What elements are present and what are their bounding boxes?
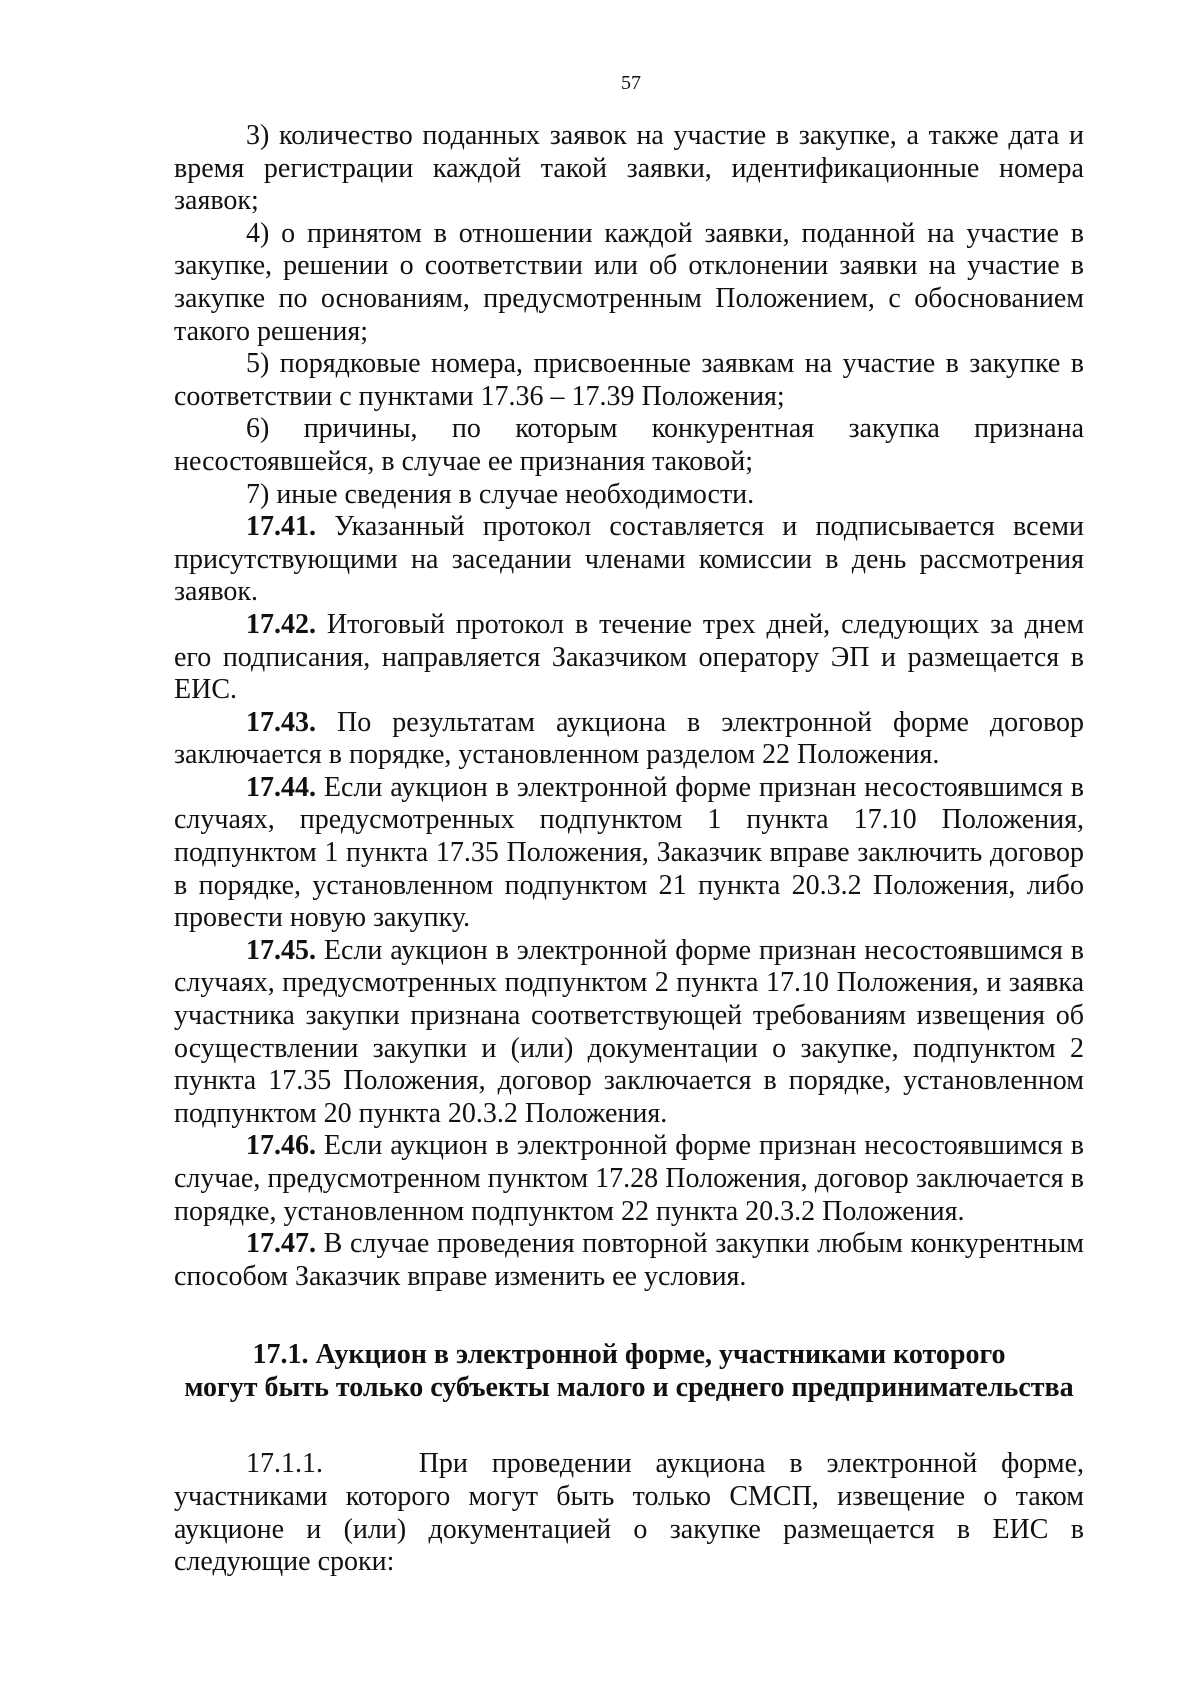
page-number: 57 — [621, 72, 641, 94]
clause-17-43: 17.43. По результатам аукциона в электронной форме договор заключается в порядке, установленном разделом 22 Положения. — [174, 706, 1084, 771]
clause-number: 17.43. — [246, 706, 316, 738]
clause-number: 17.44. — [246, 771, 316, 803]
list-item-5: 5) порядковые номера, присвоенные заявкам на участие в закупке в соответствии с пунктами 17.36 – 17.39 Положения; — [174, 348, 1084, 412]
clause-17-44: 17.44. Если аукцион в электронной форме признан несостоявшимся в случаях, предусмотренных подпунктом 1 пункта 17.10 Положения, подпунктом 1 пункта 17.35 Положения, Заказчик вправе заключить договор в порядке, установленном подпунктом 21 пункта 20.3.2 Положения, либо провести новую закупку. — [174, 771, 1084, 934]
clause-17-1-1: 17.1.1. При проведении аукциона в электронной форме, участниками которого могут быть только СМСП, извещение о таком аукционе и (или) документацией о закупке размещается в ЕИС в следующие сроки: — [174, 1448, 1091, 1578]
clause-number: 17.47. — [246, 1228, 316, 1260]
list-item-4: 4) о принятом в отношении каждой заявки, поданной на участие в закупке, решении о соответствии или об отклонении заявки на участие в закупке по основаниям, предусмотренным Положением, с обоснованием такого решения; — [174, 217, 1084, 347]
clause-number: 17.41. — [246, 511, 316, 543]
clause-17-47: 17.47. В случае проведения повторной закупки любым конкурентным способом Заказчик вправе изменить ее условия. — [174, 1228, 1084, 1292]
clause-number: 17.45. — [246, 934, 316, 966]
clause-17-42: 17.42. Итоговый протокол в течение трех дней, следующих за днем его подписания, направляется Заказчиком оператору ЭП и размещается в ЕИС. — [174, 608, 1084, 706]
document-body — [174, 120, 1091, 1579]
section-title-line-2: могут быть только субъекты малого и среднего предпринимательства — [184, 1372, 1074, 1404]
list-item-7: 7) иные сведения в случае необходимости. — [246, 478, 755, 510]
clause-number: 17.42. — [246, 608, 316, 640]
clause-17-45: 17.45. Если аукцион в электронной форме признан несостоявшимся в случаях, предусмотренных подпунктом 2 пункта 17.10 Положения, и заявка участника закупки признана соответствующей требованиям извещения об осуществлении закупки и (или) документации о закупке, подпунктом 2 пункта 17.35 Положения, договор заключается в порядке, установленном подпунктом 20 пункта 20.3.2 Положения. — [174, 934, 1084, 1129]
list-item-6: 6) причины, по которым конкурентная закупка признана несостоявшейся, в случае ее признания таковой; — [174, 413, 1084, 477]
list-item-3: 3) количество поданных заявок на участие в закупке, а также дата и время регистрации каждой такой заявки, идентификационные номера заявок; — [174, 120, 1084, 217]
section-title-line-1: 17.1. Аукцион в электронной форме, участниками которого — [252, 1339, 1006, 1371]
clause-number: 17.46. — [246, 1130, 316, 1162]
clause-17-41: 17.41. Указанный протокол составляется и подписывается всеми присутствующими на заседании членами комиссии в день рассмотрения заявок. — [174, 511, 1084, 608]
clause-17-46: 17.46. Если аукцион в электронной форме признан несостоявшимся в случае, предусмотренном пунктом 17.28 Положения, договор заключается в порядке, установленном подпунктом 22 пункта 20.3.2 Положения. — [174, 1130, 1084, 1227]
section-heading — [174, 1338, 1084, 1404]
